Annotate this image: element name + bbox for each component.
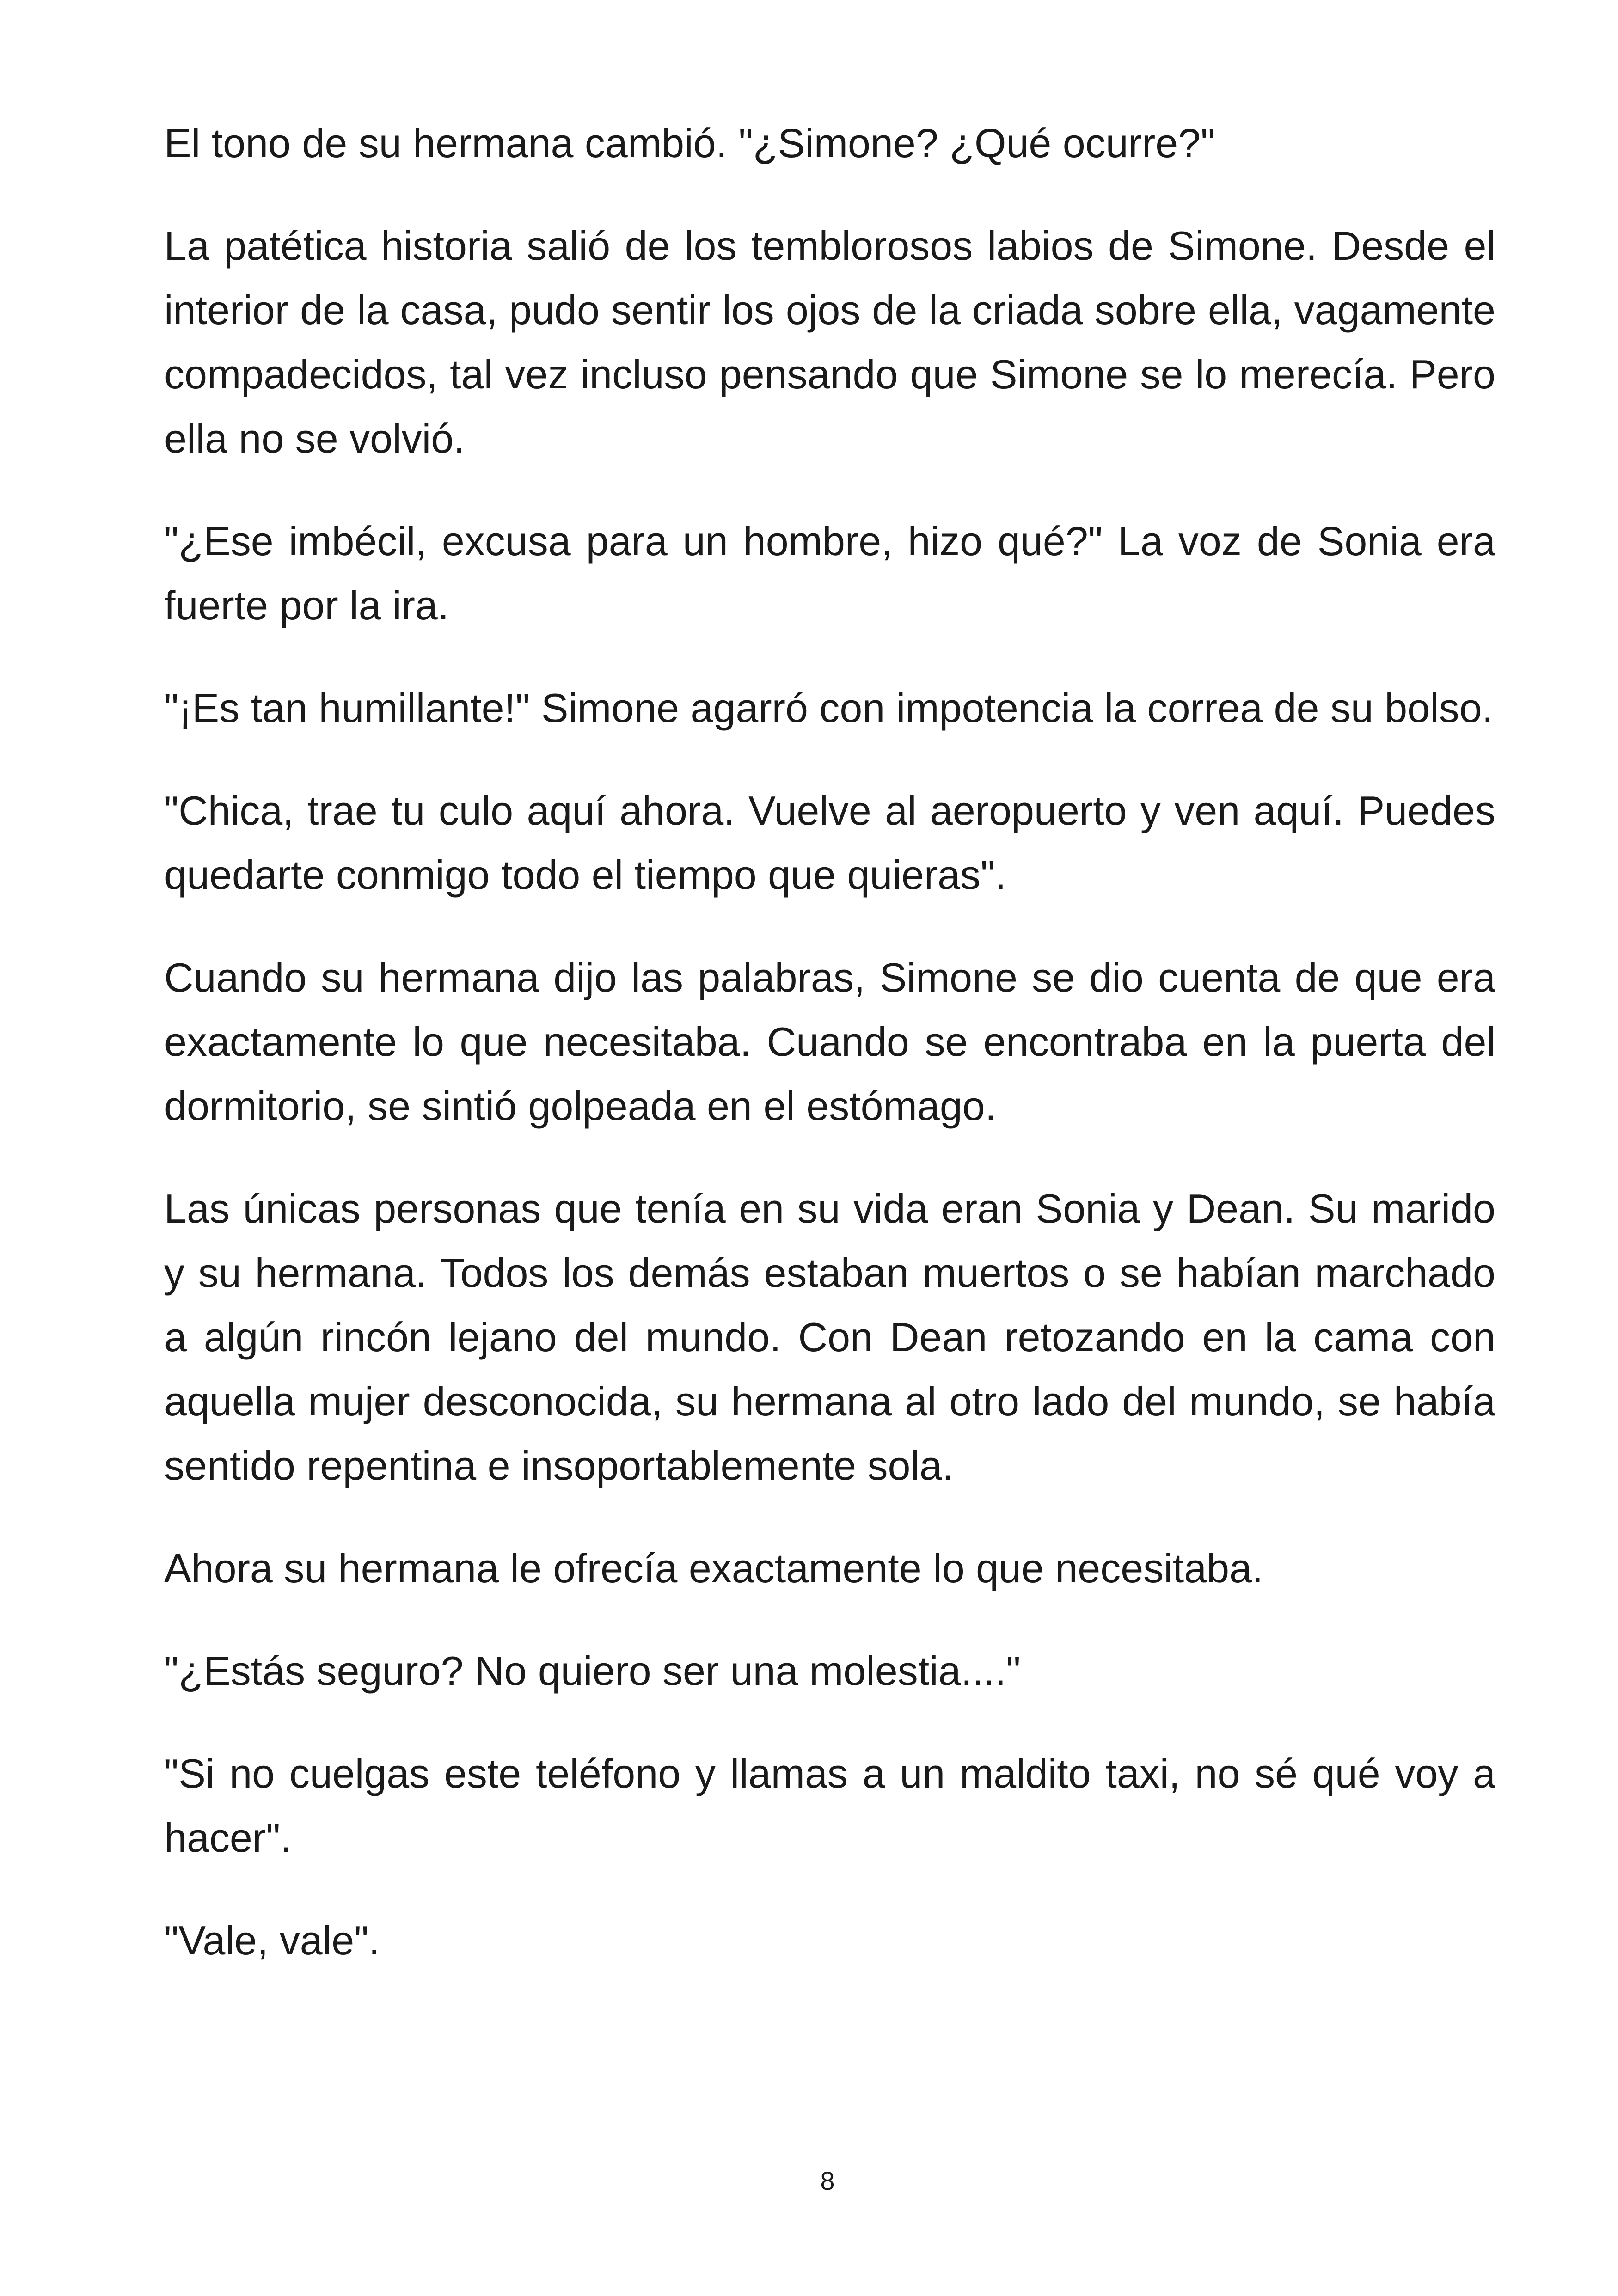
- paragraph: "¿Ese imbécil, excusa para un hombre, hizo qué?" La voz de Sonia era fuerte por la ira.: [164, 518, 1495, 628]
- page-number: 8: [820, 2166, 835, 2195]
- body-text: [164, 111, 1495, 2011]
- paragraph: "¿Estás seguro? No quiero ser una molestia....": [164, 1648, 1021, 1694]
- paragraph: "Si no cuelgas este teléfono y llamas a un maldito taxi, no sé qué voy a hacer".: [164, 1751, 1495, 1861]
- paragraph: "Chica, trae tu culo aquí ahora. Vuelve al aeropuerto y ven aquí. Puedes quedarte conmigo todo el tiempo que quieras".: [164, 788, 1495, 898]
- paragraph: "¡Es tan humillante!" Simone agarró con impotencia la correa de su bolso.: [164, 685, 1494, 731]
- paragraph: Las únicas personas que tenía en su vida eran Sonia y Dean. Su marido y su hermana. Todos los demás estaban muertos o se habían marchado a algún rincón lejano del mundo. Con Dean retozando en la cama con aquella mujer desconocida, su hermana al otro lado del mundo, se había sentido repentina e insoportablemente sola.: [164, 1186, 1495, 1488]
- paragraph: Ahora su hermana le ofrecía exactamente lo que necesitaba.: [164, 1545, 1263, 1591]
- paragraph: El tono de su hermana cambió. "¿Simone? ¿Qué ocurre?": [164, 120, 1215, 166]
- paragraph: "Vale, vale".: [164, 1917, 380, 1963]
- paragraph: La patética historia salió de los temblorosos labios de Simone. Desde el interior de la casa, pudo sentir los ojos de la criada sobre ella, vagamente compadecidos, tal vez incluso pensando que Simone se lo merecía. Pero ella no se volvió.: [164, 223, 1495, 461]
- paragraph: Cuando su hermana dijo las palabras, Simone se dio cuenta de que era exactamente lo que necesitaba. Cuando se encontraba en la puerta del dormitorio, se sintió golpeada en el estómago.: [164, 955, 1495, 1129]
